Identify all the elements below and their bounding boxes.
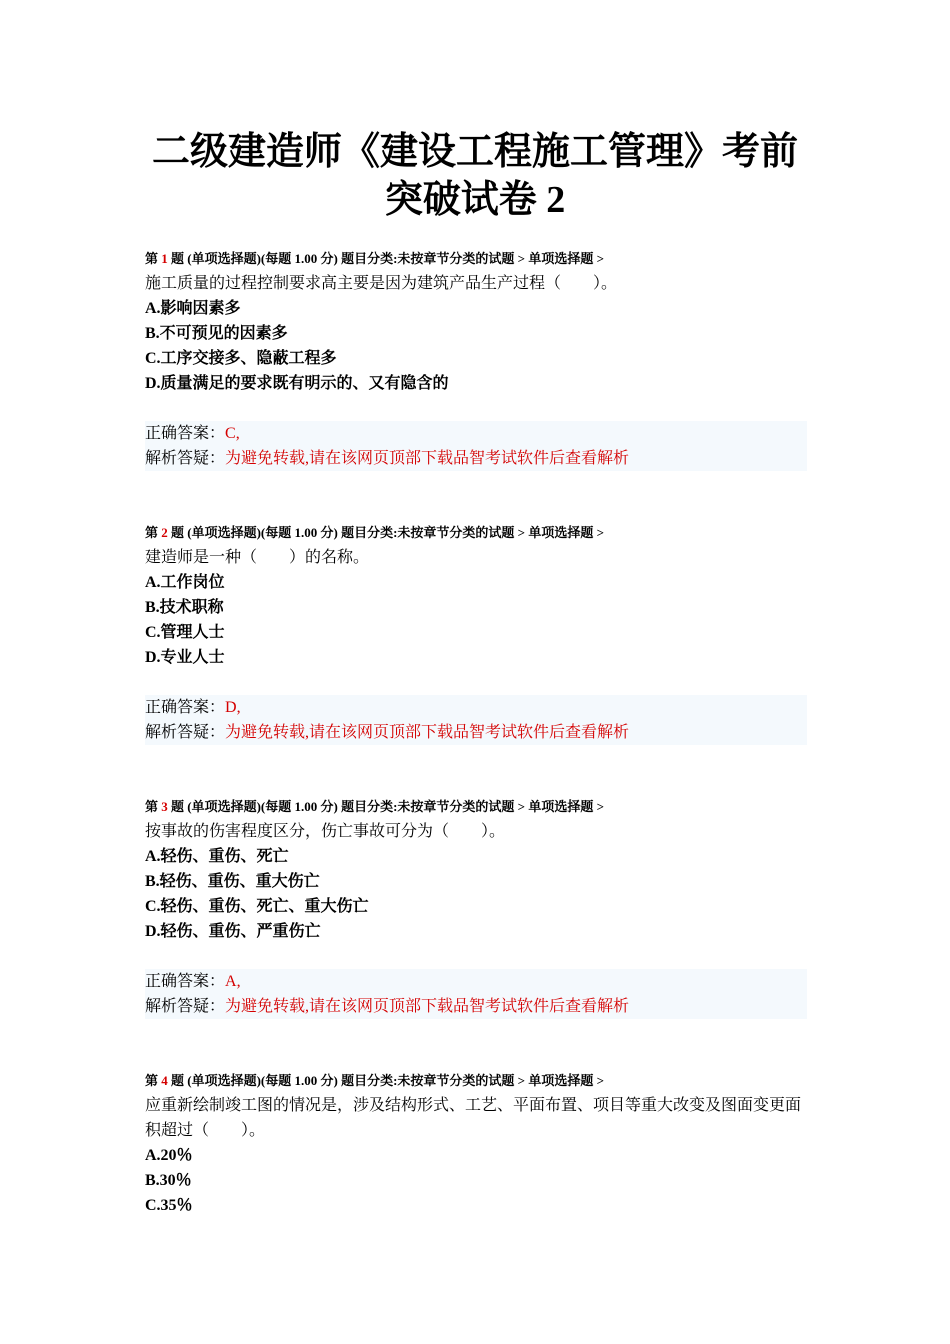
option-a[interactable]: A.影响因素多 (145, 300, 241, 317)
option-b[interactable]: B.不可预见的因素多 (145, 325, 288, 342)
question-category: 题 (单项选择题)(每题 1.00 分) 题目分类:未按章节分类的试题 > 单项选择题 > (167, 251, 604, 266)
option-c[interactable]: C.35％ (145, 1197, 193, 1214)
question-number: 3 (161, 799, 168, 814)
question-3 (145, 794, 810, 1019)
option-b[interactable]: B.轻伤、重伤、重大伤亡 (145, 873, 320, 890)
question-category: 题 (单项选择题)(每题 1.00 分) 题目分类:未按章节分类的试题 > 单项选择题 > (167, 799, 604, 814)
question-number: 4 (161, 1073, 168, 1088)
question-meta (145, 794, 810, 819)
question-meta (145, 520, 810, 545)
question-4 (145, 1068, 810, 1218)
answer-label: 正确答案： (145, 973, 226, 990)
correct-answer: C, (225, 425, 240, 442)
answer-line (145, 421, 807, 446)
question-prefix: 第 (145, 251, 162, 266)
option-b[interactable]: B.技术职称 (145, 599, 224, 616)
analysis-label: 解析答疑： (145, 724, 226, 741)
question-meta (145, 246, 810, 271)
answer-label: 正确答案： (145, 699, 226, 716)
option-b[interactable]: B.30％ (145, 1172, 192, 1189)
option-c[interactable]: C.工序交接多、隐蔽工程多 (145, 350, 337, 367)
answer-box (145, 695, 807, 745)
question-prefix: 第 (145, 525, 162, 540)
answer-box (145, 421, 807, 471)
question-category: 题 (单项选择题)(每题 1.00 分) 题目分类:未按章节分类的试题 > 单项选择题 > (167, 525, 604, 540)
question-stem: 施工质量的过程控制要求高主要是因为建筑产品生产过程（ ）。 (145, 275, 618, 292)
question-1 (145, 246, 810, 471)
answer-line (145, 695, 807, 720)
option-a[interactable]: A.轻伤、重伤、死亡 (145, 848, 289, 865)
question-prefix: 第 (145, 799, 162, 814)
question-prefix: 第 (145, 1073, 162, 1088)
option-d[interactable]: D.专业人士 (145, 649, 225, 666)
question-number: 1 (161, 251, 168, 266)
option-a[interactable]: A.工作岗位 (145, 574, 225, 591)
analysis-text: 为避免转载,请在该网页顶部下载品智考试软件后查看解析 (225, 998, 630, 1015)
analysis-line (145, 994, 807, 1019)
analysis-text: 为避免转载,请在该网页顶部下载品智考试软件后查看解析 (225, 724, 630, 741)
title-line-2: 突破试卷 2 (384, 179, 566, 221)
question-stem: 应重新绘制竣工图的情况是，涉及结构形式、工艺、平面布置、项目等重大改变及图面变更面积超过（ ）。 (145, 1097, 802, 1139)
title-line-1: 二级建造师《建设工程施工管理》考前 (151, 131, 798, 173)
answer-label: 正确答案： (145, 425, 226, 442)
question-stem: 建造师是一种（ ）的名称。 (145, 549, 370, 566)
answer-box (145, 969, 807, 1019)
option-c[interactable]: C.管理人士 (145, 624, 225, 641)
analysis-line (145, 446, 807, 471)
analysis-label: 解析答疑： (145, 450, 226, 467)
option-d[interactable]: D.轻伤、重伤、严重伤亡 (145, 923, 321, 940)
question-number: 2 (161, 525, 168, 540)
analysis-line (145, 720, 807, 745)
correct-answer: D, (225, 699, 241, 716)
page-title (0, 128, 950, 224)
answer-line (145, 969, 807, 994)
analysis-text: 为避免转载,请在该网页顶部下载品智考试软件后查看解析 (225, 450, 630, 467)
question-stem: 按事故的伤害程度区分，伤亡事故可分为（ ）。 (145, 823, 506, 840)
question-2 (145, 520, 810, 745)
analysis-label: 解析答疑： (145, 998, 226, 1015)
option-a[interactable]: A.20％ (145, 1147, 193, 1164)
question-meta (145, 1068, 810, 1093)
correct-answer: A, (225, 973, 241, 990)
question-category: 题 (单项选择题)(每题 1.00 分) 题目分类:未按章节分类的试题 > 单项选择题 > (167, 1073, 604, 1088)
option-d[interactable]: D.质量满足的要求既有明示的、又有隐含的 (145, 375, 449, 392)
option-c[interactable]: C.轻伤、重伤、死亡、重大伤亡 (145, 898, 369, 915)
